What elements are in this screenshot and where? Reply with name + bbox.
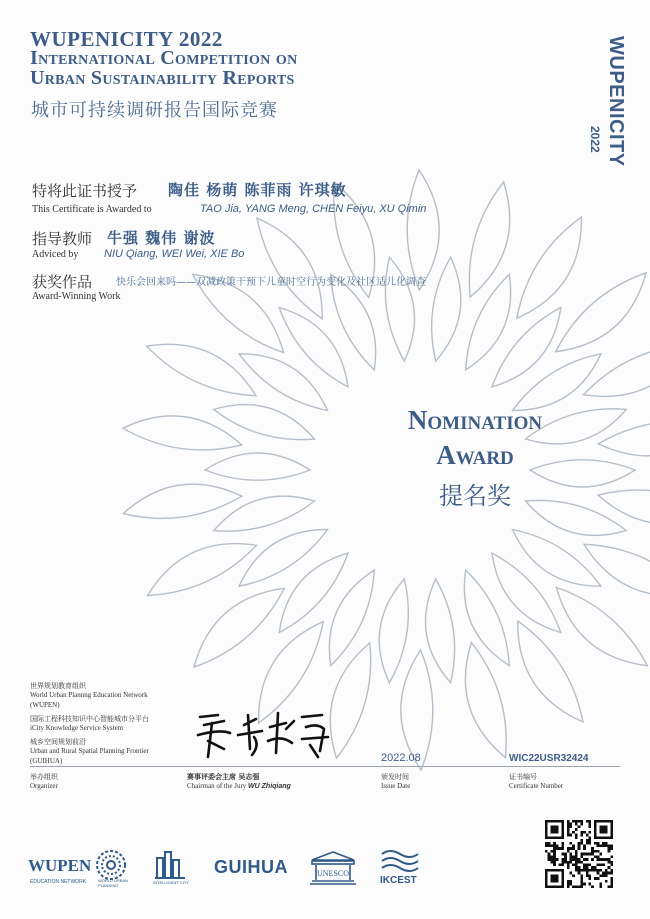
petal [329, 570, 374, 666]
jury-name-en: WU Zhiqiang [248, 783, 291, 790]
wupen-text: WUPEN [28, 856, 92, 875]
header-line-1: WUPENICITY 2022 [30, 27, 223, 51]
org3-abbr: (GUIHUA) [30, 757, 63, 765]
work-label-zh: 获奖作品 [32, 273, 93, 291]
petal [556, 587, 647, 665]
info-divider [30, 766, 620, 767]
issue-date: 2022.08 [381, 752, 421, 764]
petal [518, 621, 583, 722]
petal [492, 308, 561, 387]
wupen-logo [28, 848, 138, 888]
wupen-sub2: EDUCATION NETWORK [30, 879, 87, 885]
award-zh: 提名奖 [439, 482, 511, 510]
header-title-zh: 城市可持续调研报告国际竞赛 [31, 100, 278, 121]
issue-label-zh: 颁发时间 [381, 773, 409, 781]
petal [279, 553, 348, 632]
petal [147, 344, 256, 395]
icity-logo [153, 848, 193, 888]
org2-zh: 国际工程科技知识中心智能城市分平台 [30, 715, 149, 723]
petal [279, 308, 348, 387]
petal [239, 529, 327, 586]
petal [214, 496, 315, 531]
work-title-zh: 快乐会回来吗——双减政策干预下儿童时空行为变化及社区适儿化调查 [116, 277, 426, 288]
jury-label-en [187, 782, 291, 790]
wupen-ring-icon [94, 848, 128, 882]
petal [492, 553, 561, 632]
organizer-label-zh: 举办组织 [30, 773, 58, 781]
brand-year: 2022 [588, 126, 602, 153]
petal [584, 345, 650, 397]
petal [466, 274, 511, 370]
advisor-label-zh: 指导教师 [32, 230, 93, 248]
ikcest-text: IKCEST [380, 875, 417, 886]
issue-label-en: Issue Date [381, 782, 411, 790]
petal [584, 544, 650, 595]
brand-vertical [588, 36, 637, 206]
certificate-number: WIC22USR32424 [509, 753, 589, 764]
unesco-temple-icon [308, 850, 358, 886]
petal [123, 484, 242, 518]
petal [517, 217, 582, 318]
petal [123, 416, 242, 450]
header-line-2: International Competition on [30, 47, 298, 69]
petal [194, 588, 284, 667]
petal [148, 544, 257, 596]
org3-zh: 城乡空间规划前沿 [30, 738, 86, 746]
advisor-names-en: NIU Qiang, WEI Wei, XIE Bo [104, 248, 245, 260]
ikcest-wave-icon [378, 848, 422, 874]
petal [426, 579, 455, 683]
award-line-2: Award [436, 440, 514, 470]
ikcest-logo [378, 848, 422, 888]
org3-en: Urban and Rural Spatial Planning Frontier [30, 747, 149, 755]
petal [598, 490, 650, 524]
award-line-1: Nomination [407, 405, 543, 435]
guihua-logo: GUIHUA [214, 857, 288, 877]
jury-label-en-text: Chairman of the Jury [187, 782, 247, 790]
recipient-label-en: This Certificate is Awarded to [32, 204, 152, 215]
petal [205, 453, 310, 480]
petal [464, 570, 509, 666]
org1-abbr: (WUPEN) [30, 701, 60, 709]
icity-sub: INTELLIGENT CITY [153, 880, 189, 885]
icity-building-icon [153, 848, 187, 880]
org2-en: iCity Knowledge Service System [30, 724, 124, 732]
org1-zh: 世界规划教育组织 [30, 682, 86, 690]
petal [432, 257, 461, 361]
advisor-label-en: Adviced by [32, 249, 79, 260]
signature-graphic [190, 705, 340, 765]
recipient-label-zh: 特将此证书授予 [32, 182, 138, 200]
petal [598, 422, 650, 456]
certificate-label-zh: 证书编号 [509, 773, 537, 781]
unesco-logo [308, 850, 358, 886]
jury-label-zh: 赛事评委会主席 吴志强 [187, 773, 260, 781]
petal [257, 218, 322, 319]
qr-code [545, 820, 613, 888]
advisor-names-zh: 牛强 魏伟 谢波 [107, 229, 216, 247]
header-line-3: Urban Sustainability Reports [30, 67, 295, 89]
petal [379, 579, 408, 683]
work-label-en: Award-Winning Work [32, 291, 121, 302]
unesco-text: UNESCO [316, 869, 350, 878]
org1-en: World Urban Plannng Education Network [30, 691, 148, 699]
organizer-label-en: Organizer [30, 782, 58, 790]
petal [331, 274, 376, 370]
certificate-label-en: Certificate Number [509, 782, 564, 790]
brand-name: WUPENICITY [605, 36, 627, 167]
petal [556, 273, 646, 352]
petal [513, 354, 601, 411]
recipient-names-en: TAO Jia, YANG Meng, CHEN Feiyu, XU Qimin [200, 203, 427, 215]
wupen-sub1: WORLD URBAN PLANNING [98, 878, 129, 888]
recipient-names-zh: 陶佳 杨萌 陈菲雨 许琪敏 [168, 181, 347, 199]
petal [407, 170, 439, 290]
